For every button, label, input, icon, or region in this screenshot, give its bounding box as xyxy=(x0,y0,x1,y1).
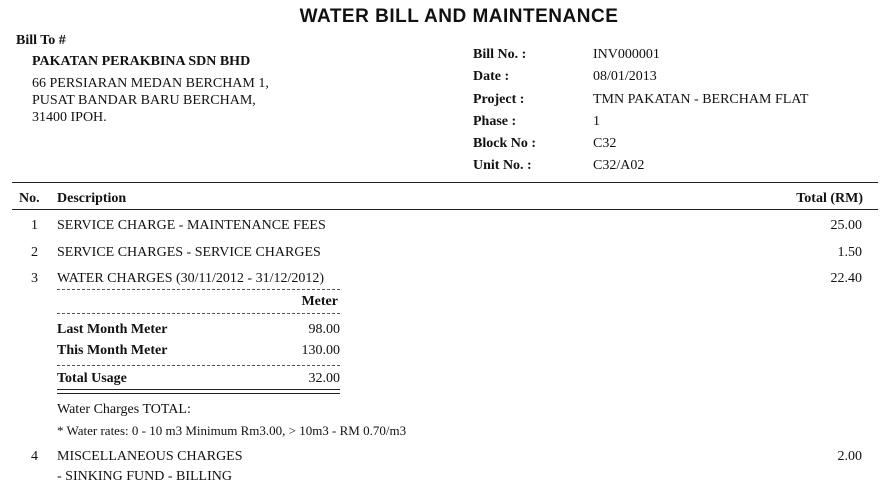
item-description: WATER CHARGES (30/11/2012 - 31/12/2012) xyxy=(57,271,325,286)
unit-no-value: C32/A02 xyxy=(593,158,645,173)
total-usage-value: 32.00 xyxy=(308,371,340,386)
col-header-no: No. xyxy=(19,191,40,206)
col-header-total: Total (RM) xyxy=(796,191,863,206)
meter-total-top-rule xyxy=(57,365,340,366)
total-usage-double-rule xyxy=(57,389,340,394)
item-no: 2 xyxy=(31,245,38,260)
item-no: 3 xyxy=(31,271,38,286)
date-value: 08/01/2013 xyxy=(593,69,657,84)
water-rates-note: * Water rates: 0 - 10 m3 Minimum Rm3.00, > 10m3 - RM 0.70/m3 xyxy=(57,423,407,438)
address-line-1: 66 PERSIARAN MEDAN BERCHAM 1, xyxy=(32,76,269,91)
bill-to-label: Bill To # xyxy=(16,33,66,48)
phase-label: Phase : xyxy=(473,114,517,129)
address-line-3: 31400 IPOH. xyxy=(32,110,107,125)
item-no: 1 xyxy=(31,218,38,233)
water-charges-total-label: Water Charges TOTAL: xyxy=(57,402,191,417)
block-no-label: Block No : xyxy=(473,136,536,151)
total-usage-label: Total Usage xyxy=(57,371,127,386)
block-no-value: C32 xyxy=(593,136,617,151)
date-label: Date : xyxy=(473,69,510,84)
meter-header: Meter xyxy=(301,294,338,309)
header-top-rule xyxy=(12,182,878,183)
last-month-meter-value: 98.00 xyxy=(308,322,340,337)
item-total: 2.00 xyxy=(837,449,862,464)
item-no: 4 xyxy=(31,449,38,464)
header-bottom-rule xyxy=(12,209,878,210)
bill-no-label: Bill No. : xyxy=(473,47,527,62)
item-description: SERVICE CHARGE - MAINTENANCE FEES xyxy=(57,218,326,233)
bill-no-value: INV000001 xyxy=(593,47,660,62)
project-value: TMN PAKATAN - BERCHAM FLAT xyxy=(593,92,809,107)
item-description: MISCELLANEOUS CHARGES xyxy=(57,449,243,464)
unit-no-label: Unit No. : xyxy=(473,158,532,173)
item-sub-description: - SINKING FUND - BILLING xyxy=(57,469,232,484)
item-total: 1.50 xyxy=(837,245,862,260)
item-total: 25.00 xyxy=(830,218,862,233)
meter-header-rule xyxy=(57,313,340,314)
item-total: 22.40 xyxy=(830,271,862,286)
address-line-2: PUSAT BANDAR BARU BERCHAM, xyxy=(32,93,256,108)
project-label: Project : xyxy=(473,92,525,107)
this-month-meter-value: 130.00 xyxy=(301,343,340,358)
phase-value: 1 xyxy=(593,114,600,129)
this-month-meter-label: This Month Meter xyxy=(57,343,168,358)
col-header-description: Description xyxy=(57,191,127,206)
last-month-meter-label: Last Month Meter xyxy=(57,322,168,337)
meter-top-rule xyxy=(57,289,340,290)
company-name: PAKATAN PERAKBINA SDN BHD xyxy=(32,54,251,69)
item-description: SERVICE CHARGES - SERVICE CHARGES xyxy=(57,245,321,260)
page-title: WATER BILL AND MAINTENANCE xyxy=(299,6,619,27)
